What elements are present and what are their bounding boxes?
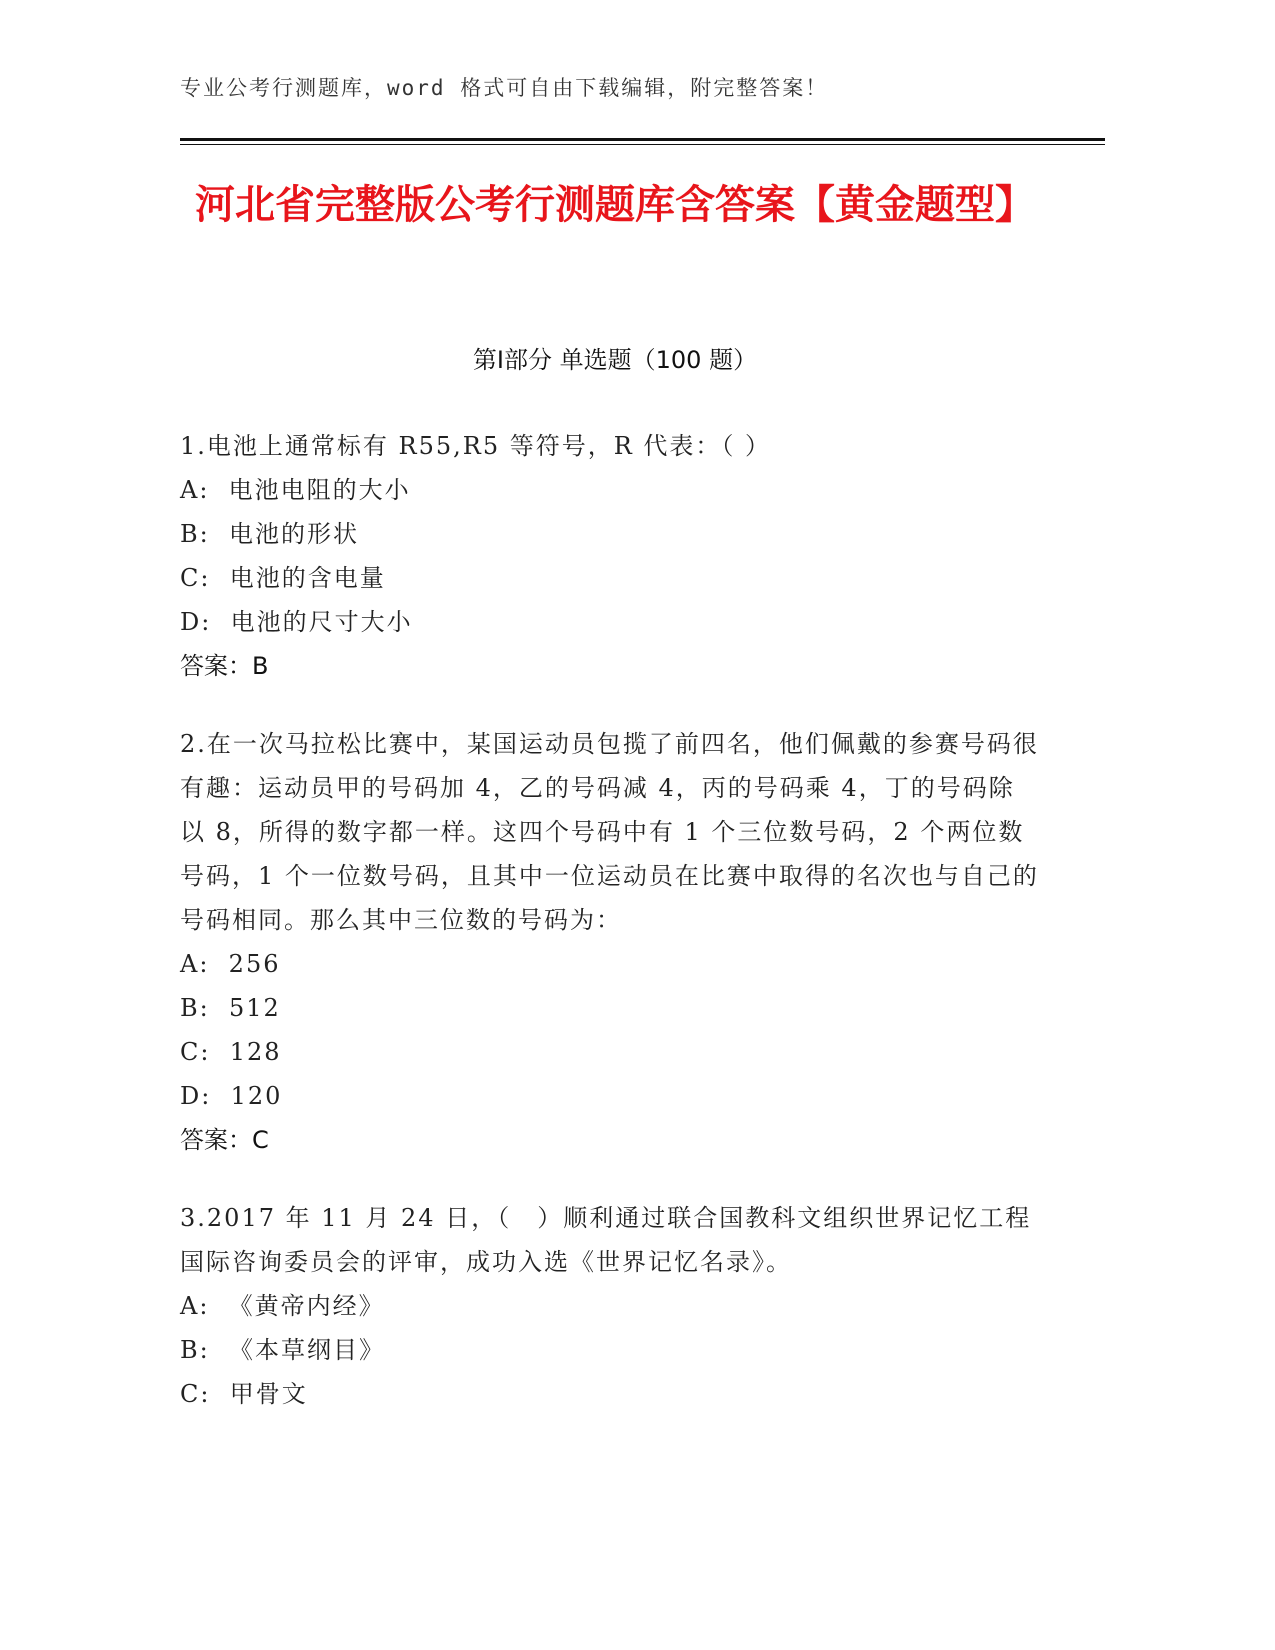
question-stem: 1.电池上通常标有 R55,R5 等符号，R 代表：（ ） xyxy=(180,432,772,460)
question-list xyxy=(180,424,1040,1450)
header-note: 专业公考行测题库，word 格式可自由下载编辑，附完整答案！ xyxy=(180,76,829,100)
option-c: C: 电池的含电量 xyxy=(180,564,386,592)
option-d: D: 电池的尺寸大小 xyxy=(180,608,413,636)
document-title: 河北省完整版公考行测题库含答案【黄金题型】 xyxy=(195,182,1035,228)
option-c: C: 甲骨文 xyxy=(180,1380,308,1408)
answer: 答案：C xyxy=(180,1126,269,1154)
section-heading: 第Ⅰ部分 单选题（100 题） xyxy=(472,346,758,374)
option-c: C: 128 xyxy=(180,1038,282,1066)
option-a: A: 256 xyxy=(180,950,281,978)
question-1 xyxy=(180,424,1040,688)
option-a: A: 《黄帝内经》 xyxy=(180,1292,385,1320)
option-b: B: 电池的形状 xyxy=(180,520,359,548)
option-b: B: 《本草纲目》 xyxy=(180,1336,385,1364)
question-stem: 3.2017 年 11 月 24 日，（ ）顺利通过联合国教科文组织世界记忆工程国际咨询委员会的评审，成功入选《世界记忆名录》。 xyxy=(180,1204,1032,1276)
question-stem: 2.在一次马拉松比赛中，某国运动员包揽了前四名，他们佩戴的参赛号码很有趣：运动员甲的号码加 4，乙的号码减 4，丙的号码乘 4，丁的号码除以 8，所得的数字都一样。这四个号码中有 1 个三位数号码，2 个两位数号码，1 个一位数号码，且其中一位运动员在比赛中取得的名次也与自己的号码相同。那么其中三位数的号码为： xyxy=(180,730,1039,934)
header-rule-thick xyxy=(180,138,1105,141)
header-rule-thin xyxy=(180,144,1105,145)
question-2 xyxy=(180,722,1040,1162)
answer: 答案：B xyxy=(180,652,269,680)
option-a: A: 电池电阻的大小 xyxy=(180,476,411,504)
question-3 xyxy=(180,1196,1040,1416)
option-d: D: 120 xyxy=(180,1082,283,1110)
option-b: B: 512 xyxy=(180,994,281,1022)
